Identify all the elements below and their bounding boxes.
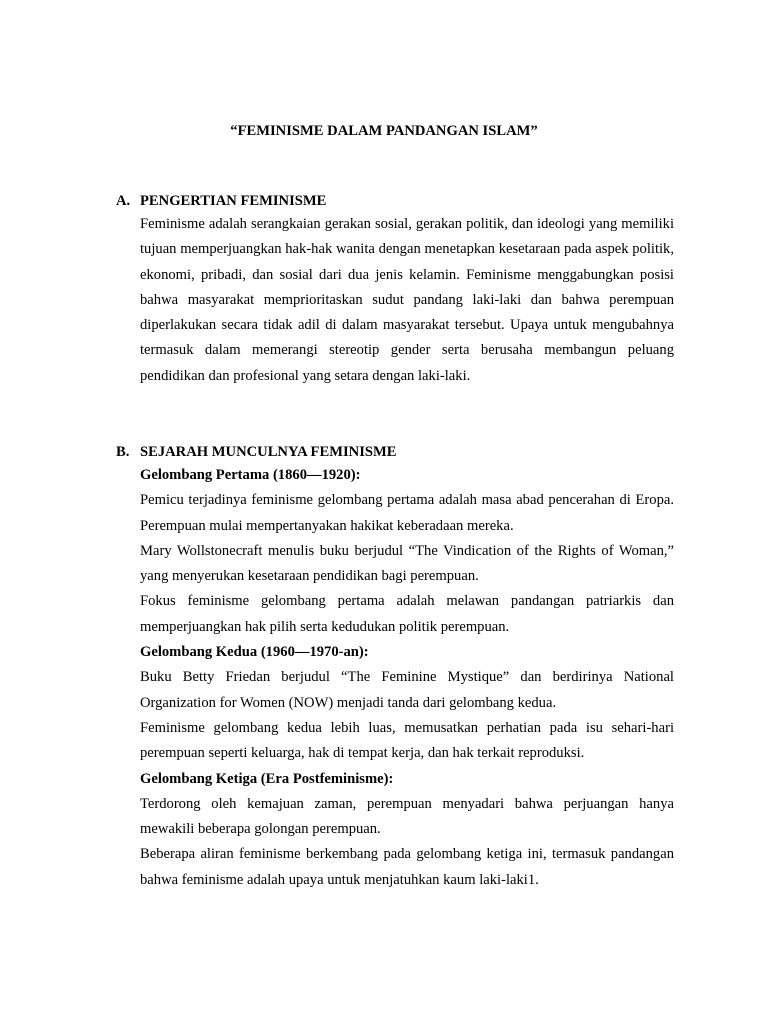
wave-heading-third: Gelombang Ketiga (Era Postfeminisme):	[140, 770, 394, 787]
section-letter: B.	[116, 444, 130, 460]
paragraph: Feminisme gelombang kedua lebih luas, memusatkan perhatian pada isu sehari-hari perempuan seperti keluarga, hak di tempat kerja, dan hak terkait reproduksi.	[140, 719, 674, 762]
section-pengertian	[116, 190, 676, 389]
section-sejarah	[116, 441, 676, 893]
wave-heading-second: Gelombang Kedua (1960—1970-an):	[140, 644, 369, 661]
paragraph: Mary Wollstonecraft menulis buku berjudul “The Vindication of the Rights of Woman,” yang menyerukan kesetaraan pendidikan bagi perempuan.	[140, 542, 674, 585]
section-letter: A.	[116, 193, 131, 209]
wave-heading-first: Gelombang Pertama (1860—1920):	[140, 467, 361, 483]
paragraph: Beberapa aliran feminisme berkembang pada gelombang ketiga ini, termasuk pandangan bahwa feminisme adalah upaya untuk menjatuhkan kaum laki-laki1.	[140, 846, 674, 888]
section-title: PENGERTIAN FEMINISME	[140, 193, 327, 209]
paragraph: Terdorong oleh kemajuan zaman, perempuan menyadari bahwa perjuangan hanya mewakili beberapa golongan perempuan.	[140, 795, 674, 838]
paragraph: Buku Betty Friedan berjudul “The Feminine Mystique” dan berdirinya National Organization for Women (NOW) menjadi tanda dari gelombang kedua.	[140, 669, 674, 711]
paragraph: Feminisme adalah serangkaian gerakan sosial, gerakan politik, dan ideologi yang memiliki tujuan memperjuangkan hak-hak wanita dengan menetapkan kesetaraan pada aspek politik, ekonomi, pribadi, dan sosial dari dua jenis kelamin. Feminisme menggabungkan posisi bahwa masyarakat memprioritaskan sudut pandang laki-laki dan bahwa perempuan diperlakukan secara tidak adil di dalam masyarakat tersebut. Upaya untuk mengubahnya termasuk dalam memerangi stereotip gender serta berusaha membangun peluang pendidikan dan profesional yang setara dengan laki-laki.	[140, 216, 674, 384]
section-heading	[116, 441, 676, 463]
section-body	[140, 463, 674, 893]
document-title: “FEMINISME DALAM PANDANGAN ISLAM”	[230, 123, 538, 139]
section-heading	[116, 190, 676, 212]
paragraph: Pemicu terjadinya feminisme gelombang pertama adalah masa abad pencerahan di Eropa. Perempuan mulai mempertanyakan hakikat keberadaan mereka.	[140, 492, 674, 534]
section-body	[140, 212, 674, 389]
section-title: SEJARAH MUNCULNYA FEMINISME	[140, 444, 397, 460]
paragraph: Fokus feminisme gelombang pertama adalah melawan pandangan patriarkis dan memperjuangkan hak pilih serta kedudukan politik perempuan.	[140, 593, 674, 635]
